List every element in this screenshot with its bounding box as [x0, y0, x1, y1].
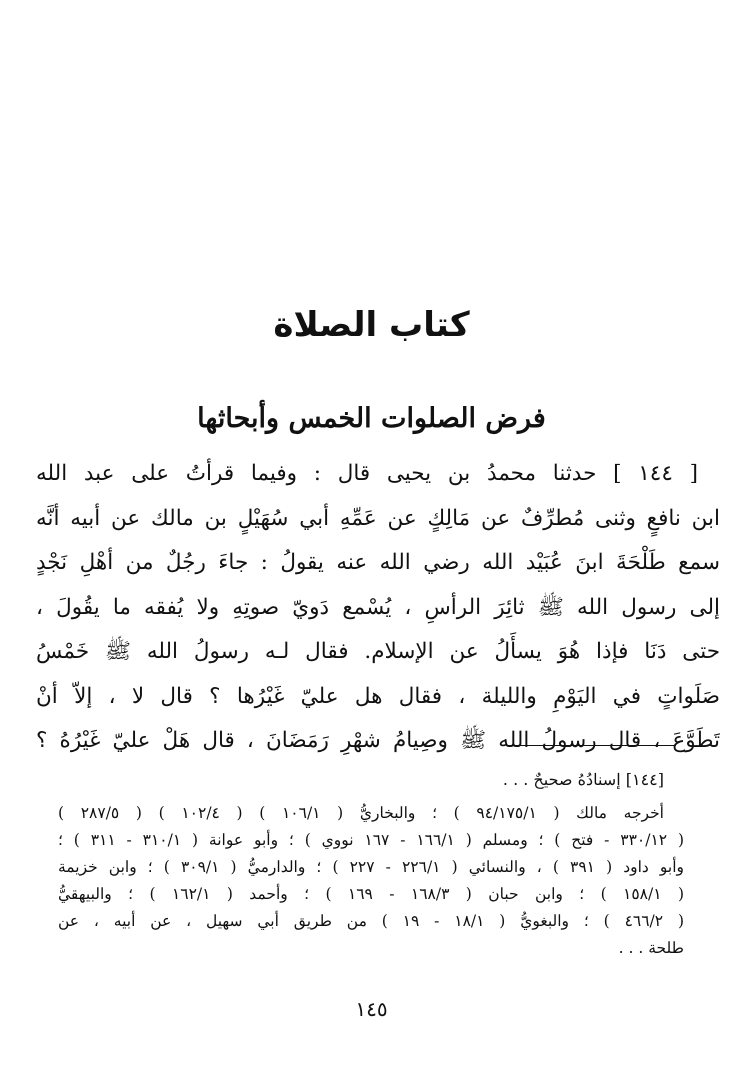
book-title: كتاب الصلاة	[273, 305, 470, 345]
footnote-line: طلحة . . .	[618, 939, 684, 957]
footnotes	[58, 760, 684, 962]
footnote-line: ( ٣٣٠/١٢ - فتح ) ؛ ومسلم ( ١٦٦/١ - ١٦٧ نووي ) ؛ وأبو عوانة ( ٣١٠/١ - ٣١١ ) ؛	[58, 831, 684, 849]
footnote-line: وأبو داود ( ٣٩١ ) ، والنسائي ( ٢٢٦/١ - ٢٢٧ ) ؛ والدارميُّ ( ٣٠٩/١ ) ؛ وابن خزيمة	[58, 858, 684, 876]
hadith-line: إلى رسول الله ﷺ ثائِرَ الرأسِ ، يُسْمع دَويّ صوتِهِ ولا يُفقه ما يقُولَ ،	[36, 594, 720, 620]
chapter-title: فرض الصلوات الخمس وأبحاثها	[197, 403, 546, 434]
page-number: ١٤٥	[355, 997, 388, 1021]
hadith-line: [ ١٤٤ ] حدثنا محمدُ بن يحيى قال : وفيما قرأتُ على عبد الله	[36, 461, 698, 486]
footnote-line: ( ١٥٨/١ ) ؛ وابن حبان ( ١٦٨/٣ - ١٦٩ ) ؛ وأحمد ( ١٦٢/١ ) ؛ والبيهقيُّ	[58, 885, 684, 903]
hadith-line: تَطَوَّعَ ، قال رسولُ الله ﷺ وصِيامُ شهْرِ رَمَضَانَ ، قال هَلْ عليّ غَيْرُهُ ؟	[36, 728, 720, 753]
hadith-line: ابن نافعٍ وثنى مُطرِّفٌ عن مَالِكٍ عن عَمِّهِ أبي سُهَيْلٍ بن مالك عن أبيه أنَّه	[36, 505, 720, 531]
footnote-line: ( ٤٦٦/٢ ) ؛ والبغويُّ ( ١٨/١ - ١٩ ) من طريق أبي سهيل ، عن أبيه ، عن	[58, 912, 684, 930]
footnote-line: أخرجه مالك ( ٩٤/١٧٥/١ ) ؛ والبخاريُّ ( ١٠٦/١ ) ( ١٠٢/٤ ) ( ٢٨٧/٥ )	[58, 804, 664, 822]
footnote-divider	[506, 745, 676, 746]
hadith-line: سمع طَلْحَةَ ابنَ عُبَيْد الله رضي الله عنه يقولُ : جاءَ رجُلٌ من أهْلِ نَجْدٍ	[36, 550, 720, 575]
hadith-text	[36, 452, 720, 764]
hadith-line: صَلَواتٍ في اليَوْمِ والليلة ، فقال هل عليّ غَيْرُها ؟ قال لا ، إلاّ أنْ	[36, 683, 720, 709]
footnote-heading: [١٤٤] إسنادُهُ صحيحٌ . . .	[502, 770, 664, 789]
hadith-line: حتى دَنَا فإذا هُوَ يسأَلُ عن الإسلام. فقال لـه رسولُ الله ﷺ خَمْسُ	[36, 639, 720, 664]
